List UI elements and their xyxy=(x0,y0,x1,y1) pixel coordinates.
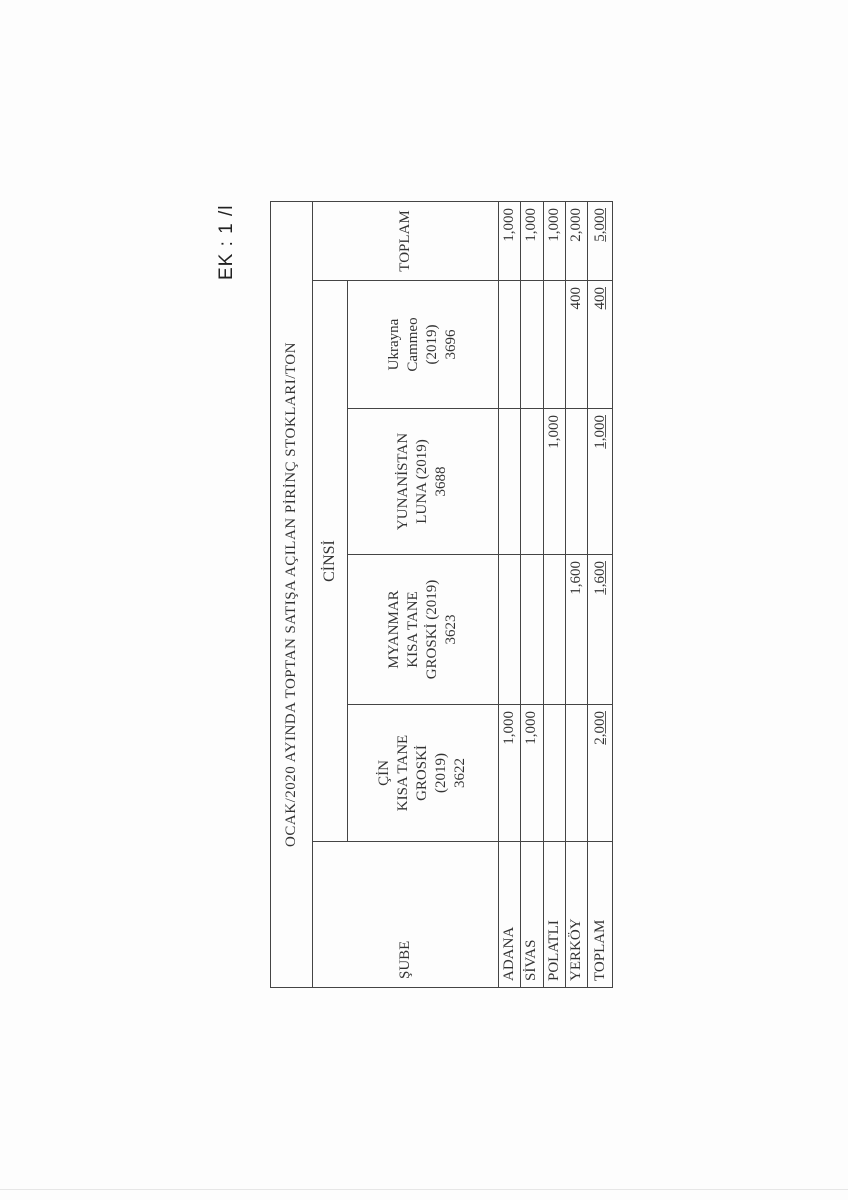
annex-label: EK : 1 /l xyxy=(216,204,237,280)
product-header-myanmar xyxy=(347,555,498,705)
row-sube: ADANA xyxy=(498,842,520,988)
table-cell xyxy=(521,555,543,705)
table-cell xyxy=(565,409,587,555)
product-header-line: 3688 xyxy=(433,466,450,497)
product-header-ukrayna xyxy=(347,281,498,409)
table-cell xyxy=(543,555,565,705)
rotated-table-container xyxy=(270,202,613,988)
product-header-line: YUNANİSTAN xyxy=(395,432,412,531)
product-header-line: GROSKİ xyxy=(414,745,431,801)
table-row xyxy=(565,202,587,988)
grand-total-cell xyxy=(588,202,613,281)
product-header-cin xyxy=(347,705,498,842)
product-header-line: ÇİN xyxy=(376,760,393,786)
row-sube: SİVAS xyxy=(521,842,543,988)
table-title: OCAK/2020 AYINDA TOPTAN SATIŞA AÇILAN PİRİNÇ STOKLARI/TON xyxy=(271,202,313,988)
table-cell xyxy=(498,409,520,555)
product-header-line: 3696 xyxy=(442,329,459,360)
row-total: 1,000 xyxy=(498,202,520,281)
row-sube: YERKÖY xyxy=(565,842,587,988)
row-total: 1,000 xyxy=(521,202,543,281)
product-header-yunanistan xyxy=(347,409,498,555)
column-header-cinsi: CİNSİ xyxy=(312,281,347,842)
table-cell xyxy=(543,281,565,409)
column-header-sube: ŞUBE xyxy=(312,842,498,988)
total-cell xyxy=(588,555,613,705)
table-cell xyxy=(498,555,520,705)
total-cell xyxy=(588,409,613,555)
table-row xyxy=(543,202,565,988)
total-cell xyxy=(588,281,613,409)
table-row xyxy=(521,202,543,988)
product-header-line: 3622 xyxy=(452,758,469,788)
table-row xyxy=(498,202,520,988)
product-header-line: KISA TANE xyxy=(404,591,421,668)
scan-edge-line xyxy=(0,1189,848,1190)
total-value: 1,000 xyxy=(591,415,608,449)
table-cell xyxy=(521,281,543,409)
table-cell: 1,000 xyxy=(521,705,543,842)
table-cell xyxy=(543,705,565,842)
rice-stock-table xyxy=(270,201,613,988)
product-header-line: (2019) xyxy=(423,324,440,365)
table-cell xyxy=(565,705,587,842)
table-cell: 1,600 xyxy=(565,555,587,705)
column-header-toplam: TOPLAM xyxy=(312,202,498,281)
total-row xyxy=(588,202,613,988)
table-cell xyxy=(498,281,520,409)
product-header-line: 3623 xyxy=(442,614,459,645)
product-header-line: GROSKİ (2019) xyxy=(423,579,440,680)
grand-total-value: 5,000 xyxy=(591,208,608,242)
product-header-line: Ukrayna xyxy=(385,318,402,371)
product-header-line: Cammeo xyxy=(404,317,421,372)
table-cell xyxy=(521,409,543,555)
row-sube-total: TOPLAM xyxy=(588,842,613,988)
product-header-line: LUNA (2019) xyxy=(414,439,431,524)
total-value: 2,000 xyxy=(591,711,608,745)
total-cell xyxy=(588,705,613,842)
table-cell: 1,000 xyxy=(498,705,520,842)
total-value: 400 xyxy=(591,287,608,310)
product-header-line: MYANMAR xyxy=(385,590,402,669)
row-total: 2,000 xyxy=(565,202,587,281)
table-cell: 1,000 xyxy=(543,409,565,555)
product-header-line: (2019) xyxy=(433,753,450,793)
row-total: 1,000 xyxy=(543,202,565,281)
product-header-line: KISA TANE xyxy=(395,734,412,812)
total-value: 1,600 xyxy=(591,561,608,595)
table-cell: 400 xyxy=(565,281,587,409)
row-sube: POLATLI xyxy=(543,842,565,988)
